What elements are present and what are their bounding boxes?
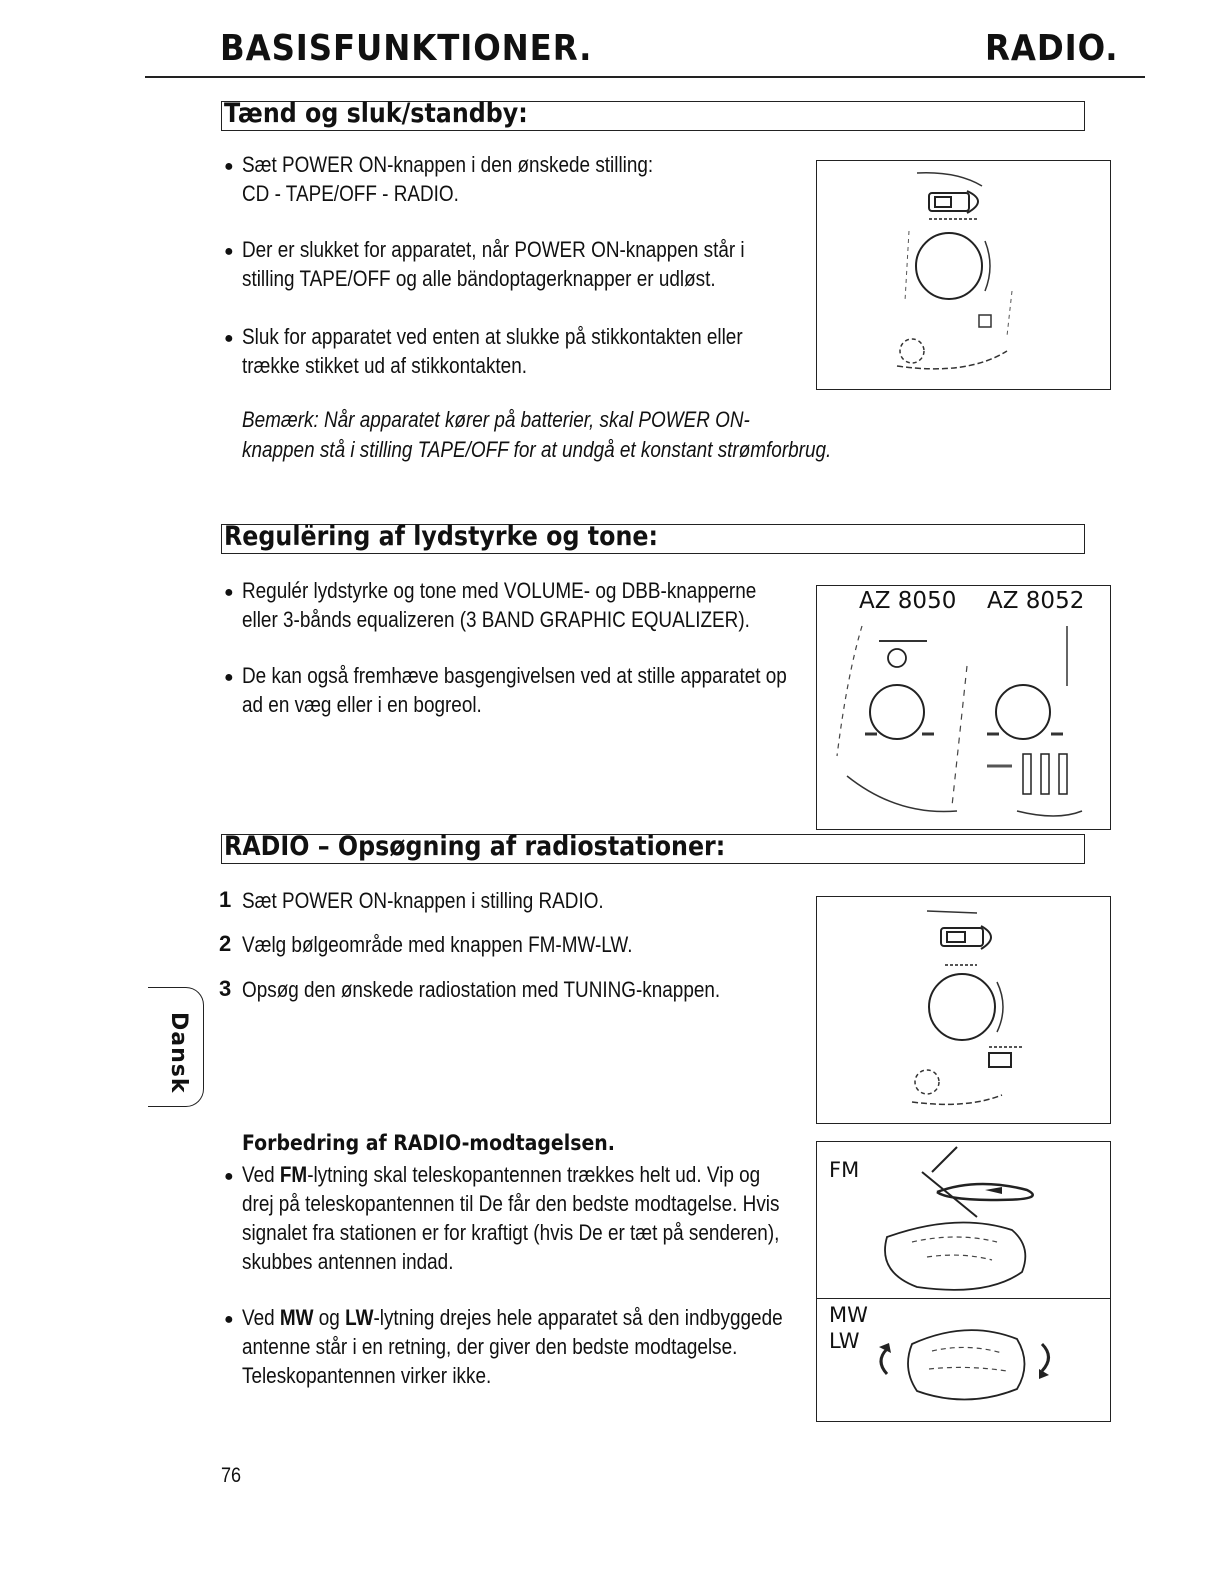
bullet-icon: ● <box>224 1311 234 1328</box>
step-number-2: 2 <box>219 931 232 956</box>
section-heading-radio <box>221 831 1085 864</box>
model-label-az8050: AZ 8050 <box>859 588 957 614</box>
section-title-power: Tænd og sluk/standby: <box>224 98 528 129</box>
fm-line-3: signalet fra stationen er for kraftigt (hvis De er tæt på senderen), <box>242 1220 780 1245</box>
power-switch-illustration <box>816 160 1111 390</box>
power-bullet-1-line-2: CD - TAPE/OFF - RADIO. <box>242 181 459 206</box>
volume-controls-illustration <box>816 585 1111 830</box>
section-title-volume: Regulëring af lydstyrke og tone: <box>224 521 659 552</box>
tuning-illustration <box>816 896 1111 1124</box>
volume-bullet-2-line-1: De kan også fremhæve basgengivelsen ved at stille apparatet op <box>242 663 787 688</box>
power-bullet-3-line-1: Sluk for apparatet ved enten at slukke på stikkontakten eller <box>242 324 743 349</box>
step-text-3: Opsøg den ønskede radiostation med TUNING-knappen. <box>242 977 721 1002</box>
fm-line-4: skubbes antennen indad. <box>242 1249 454 1274</box>
power-bullet-2-line-1: Der er slukket for apparatet, når POWER ON-knappen står i <box>242 237 745 262</box>
volume-bullet-1-line-2: eller 3-bånds equalizeren (3 BAND GRAPHIC EQUALIZER). <box>242 607 750 632</box>
power-bullet-1-line-1: Sæt POWER ON-knappen i den ønskede stilling: <box>242 152 654 177</box>
power-note-line-2: knappen stå i stilling TAPE/OFF for at undgå et konstant strømforbrug. <box>242 437 832 462</box>
volume-bullet-2-line-2: ad en væg eller i en bogreol. <box>242 692 482 717</box>
step-number-3: 3 <box>219 976 232 1001</box>
page-title-right: RADIO. <box>985 28 1119 69</box>
bullet-icon: ● <box>224 330 234 347</box>
section-heading-volume <box>221 521 1085 554</box>
bullet-icon: ● <box>224 584 234 601</box>
section-title-radio: RADIO – Opsøgning af radiostationer: <box>224 831 726 862</box>
power-note-line-1: Bemærk: Når apparatet kører på batterier, skal POWER ON- <box>242 407 750 432</box>
bullet-icon: ● <box>224 243 234 260</box>
mw-label: MW <box>829 1303 868 1327</box>
page-number: 76 <box>221 1464 242 1487</box>
fm-antenna-illustration <box>816 1141 1111 1300</box>
lw-label: LW <box>829 1329 860 1353</box>
bullet-icon: ● <box>224 158 234 175</box>
bullet-icon: ● <box>224 669 234 686</box>
reception-heading: Forbedring af RADIO-modtagelsen. <box>242 1131 615 1155</box>
fm-line-1: Ved FM-lytning skal teleskopantennen trækkes helt ud. Vip og <box>242 1162 761 1187</box>
power-bullet-2-line-2: stilling TAPE/OFF og alle bändoptagerknapper er udløst. <box>242 266 716 291</box>
step-text-2: Vælg bølgeområde med knappen FM-MW-LW. <box>242 932 633 957</box>
mw-line-1: Ved MW og LW-lytning drejes hele apparatet så den indbyggede <box>242 1305 783 1330</box>
page-title-left: BASISFUNKTIONER. <box>220 28 593 69</box>
mw-lw-rotation-illustration <box>816 1298 1111 1422</box>
model-label-az8052: AZ 8052 <box>987 588 1085 614</box>
language-side-label: Dansk <box>166 1012 191 1094</box>
section-heading-power <box>221 98 1085 131</box>
bullet-icon: ● <box>224 1168 234 1185</box>
volume-bullet-1-line-1: Regulér lydstyrke og tone med VOLUME- og DBB-knapperne <box>242 578 757 603</box>
step-text-1: Sæt POWER ON-knappen i stilling RADIO. <box>242 888 604 913</box>
header-rule <box>145 76 1145 78</box>
power-bullet-3-line-2: trække stikket ud af stikkontakten. <box>242 353 527 378</box>
mw-line-2: antenne står i en retning, der giver den bedste modtagelse. <box>242 1334 738 1359</box>
mw-line-3: Teleskopantennen virker ikke. <box>242 1363 492 1388</box>
step-number-1: 1 <box>219 887 232 912</box>
fm-label: FM <box>829 1158 860 1182</box>
fm-line-2: drej på teleskopantennen til De får den bedste modtagelse. Hvis <box>242 1191 780 1216</box>
